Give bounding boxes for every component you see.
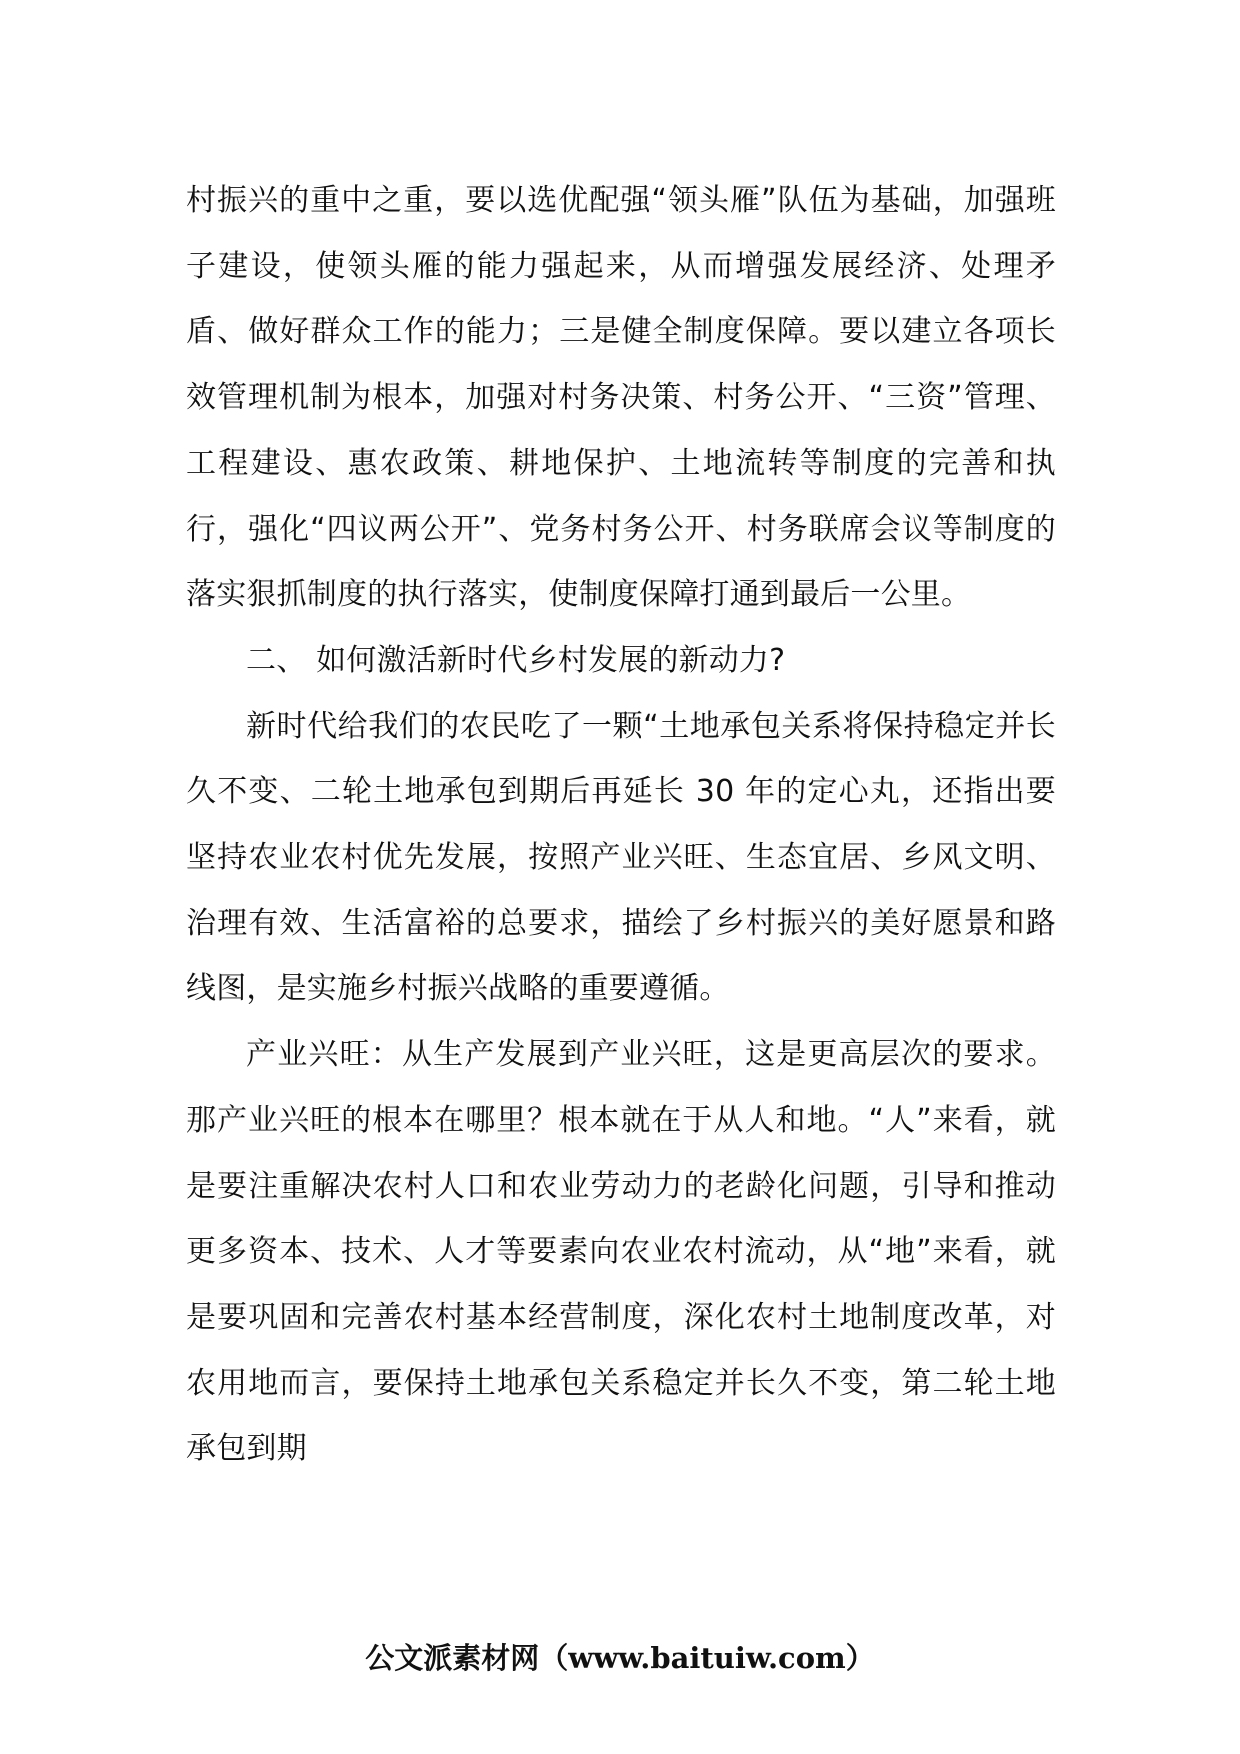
section-heading: 二、 如何激活新时代乡村发展的新动力?	[246, 642, 786, 678]
paragraph-industry-prosperity: 产业兴旺：从生产发展到产业兴旺，这是更高层次的要求。那产业兴旺的根本在哪里？根本就在于从人和地。“人”来看，就是要注重解决农村人口和农业劳动力的老龄化问题，引导和推动更多资本、技术、人才等要素向农业农村流动，从“地”来看，就是要巩固和完善农村基本经营制度，深化农村土地制度改革，对农用地而言，要保持土地承包关系稳定并长久不变，第二轮土地承包到期	[186, 1037, 1056, 1467]
footer-watermark: 公文派素材网（www.baituiw.com）	[365, 1641, 875, 1675]
paragraph-new-era: 新时代给我们的农民吃了一颗“土地承包关系将保持稳定并长久不变、二轮土地承包到期后再延长 30 年的定心丸，还指出要坚持农业农村优先发展，按照产业兴旺、生态宜居、乡风文明、治理有效、生活富裕的总要求，描绘了乡村振兴的美好愿景和路线图，是实施乡村振兴战略的重要遵循。	[186, 708, 1056, 1007]
document-body	[186, 168, 1056, 1482]
paragraph-continuation: 村振兴的重中之重，要以选优配强“领头雁”队伍为基础，加强班子建设，使领头雁的能力强起来，从而增强发展经济、处理矛盾、做好群众工作的能力；三是健全制度保障。要以建立各项长效管理机制为根本，加强对村务决策、村务公开、“三资”管理、工程建设、惠农政策、耕地保护、土地流转等制度的完善和执行，强化“四议两公开”、党务村务公开、村务联席会议等制度的落实狠抓制度的执行落实，使制度保障打通到最后一公里。	[186, 183, 1056, 613]
